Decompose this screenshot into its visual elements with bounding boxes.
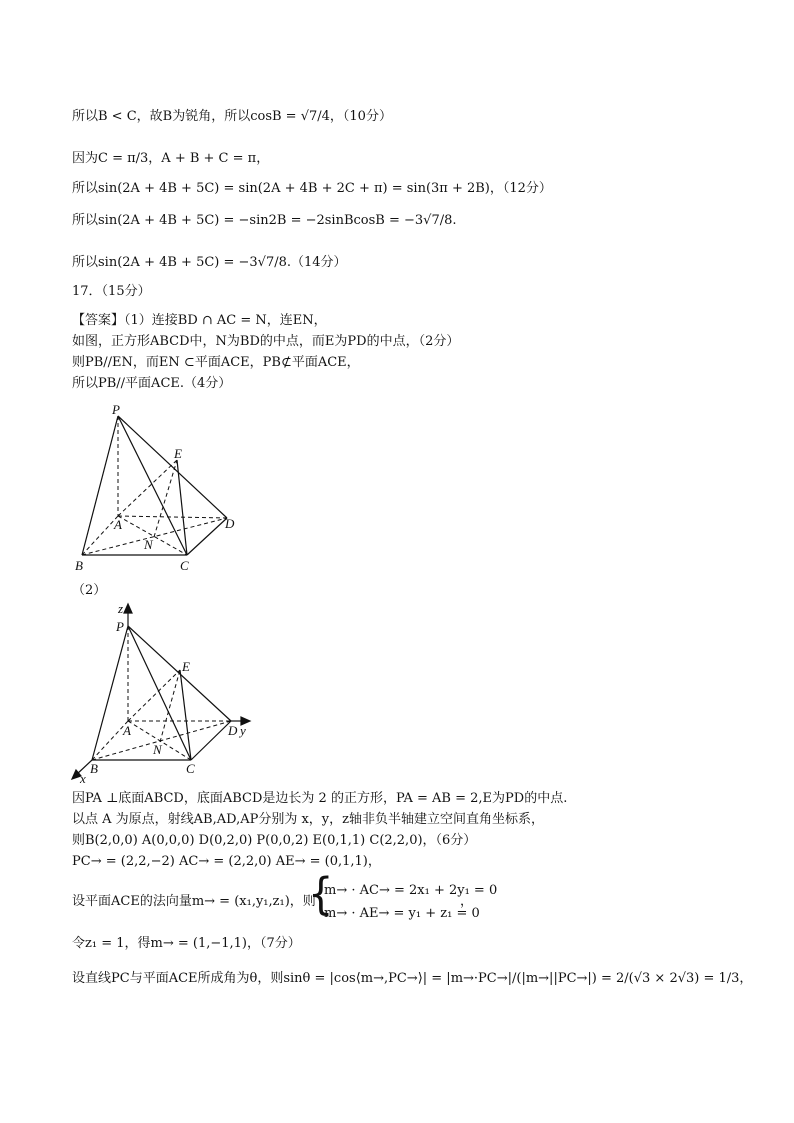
- text-line-17: 令z₁ = 1，得m→ = (1,−1,1)，（7分）: [72, 936, 301, 951]
- label-B: B: [90, 761, 98, 776]
- text-line-8: 如图，正方形ABCD中，N为BD的中点，而E为PD的中点，（2分）: [72, 334, 460, 349]
- equation-comma: ，: [460, 894, 474, 909]
- label-N: N: [144, 537, 153, 552]
- text-line-16: 设平面ACE的法向量m→ = (x₁,y₁,z₁)，则: [72, 894, 316, 909]
- label-E: E: [174, 446, 182, 461]
- text-line-4: 所以sin(2A + 4B + 5C) = −sin2B = −2sinBcosB = −3√7/8.: [72, 213, 457, 228]
- axis-label-y: y: [240, 723, 246, 738]
- label-C: C: [186, 761, 195, 776]
- label-D: D: [228, 723, 238, 738]
- text-line-12: 因PA ⊥底面ABCD，底面ABCD是边长为 2 的正方形，PA = AB = 2,E为PD的中点.: [72, 791, 568, 806]
- equation-2: m→ · AE→ = y₁ + z₁ = 0: [324, 906, 480, 921]
- label-C: C: [180, 558, 189, 573]
- label-A: A: [114, 517, 122, 532]
- text-line-9: 则PB//EN，而EN ⊂平面ACE，PB⊄平面ACE，: [72, 355, 360, 370]
- label-N: N: [153, 742, 162, 757]
- axis-label-z: z: [118, 601, 124, 616]
- text-line-3: 所以sin(2A + 4B + 5C) = sin(2A + 4B + 2C + π) = sin(3π + 2B)，（12分）: [72, 181, 552, 196]
- text-line-18: 设直线PC与平面ACE所成角为θ，则sinθ = |cos⟨m→,PC→⟩| = |m→·PC→|/(|m→||PC→|) = 2/(√3 × 2√3) = 1/3，: [72, 971, 753, 986]
- label-D: D: [225, 516, 235, 531]
- text-line-13: 以点 A 为原点，射线AB,AD,AP分别为 x，y，z轴非负半轴建立空间直角坐标系，: [72, 812, 544, 827]
- text-line-5: 所以sin(2A + 4B + 5C) = −3√7/8.（14分）: [72, 255, 347, 270]
- problem-number: 17．（15分）: [72, 284, 151, 299]
- label-B: B: [75, 558, 83, 573]
- pyramid-figure-1: [70, 398, 250, 578]
- equation-1: m→ · AC→ = 2x₁ + 2y₁ = 0: [324, 883, 498, 898]
- text-line-14: 则B(2,0,0) A(0,0,0) D(0,2,0) P(0,0,2) E(0,1,1) C(2,2,0)，（6分）: [72, 833, 477, 848]
- label-A: A: [123, 723, 131, 738]
- label-P: P: [112, 402, 120, 417]
- pyramid-figure-2: [62, 600, 262, 785]
- label-P: P: [116, 619, 124, 634]
- text-line-1: 所以B < C，故B为锐角，所以cosB = √7/4，（10分）: [72, 109, 392, 124]
- text-line-15: PC→ = (2,2,−2) AC→ = (2,2,0) AE→ = (0,1,1)，: [72, 854, 381, 869]
- axis-label-x: x: [80, 771, 86, 785]
- text-line-7: 【答案】（1）连接BD ∩ AC = N，连EN，: [72, 313, 327, 328]
- equation-system-brace: {: [308, 868, 334, 920]
- text-line-10: 所以PB//平面ACE.（4分）: [72, 376, 232, 391]
- text-line-2: 因为C = π/3，A + B + C = π，: [72, 151, 270, 166]
- label-E: E: [182, 659, 190, 674]
- part-2-label: （2）: [72, 583, 107, 598]
